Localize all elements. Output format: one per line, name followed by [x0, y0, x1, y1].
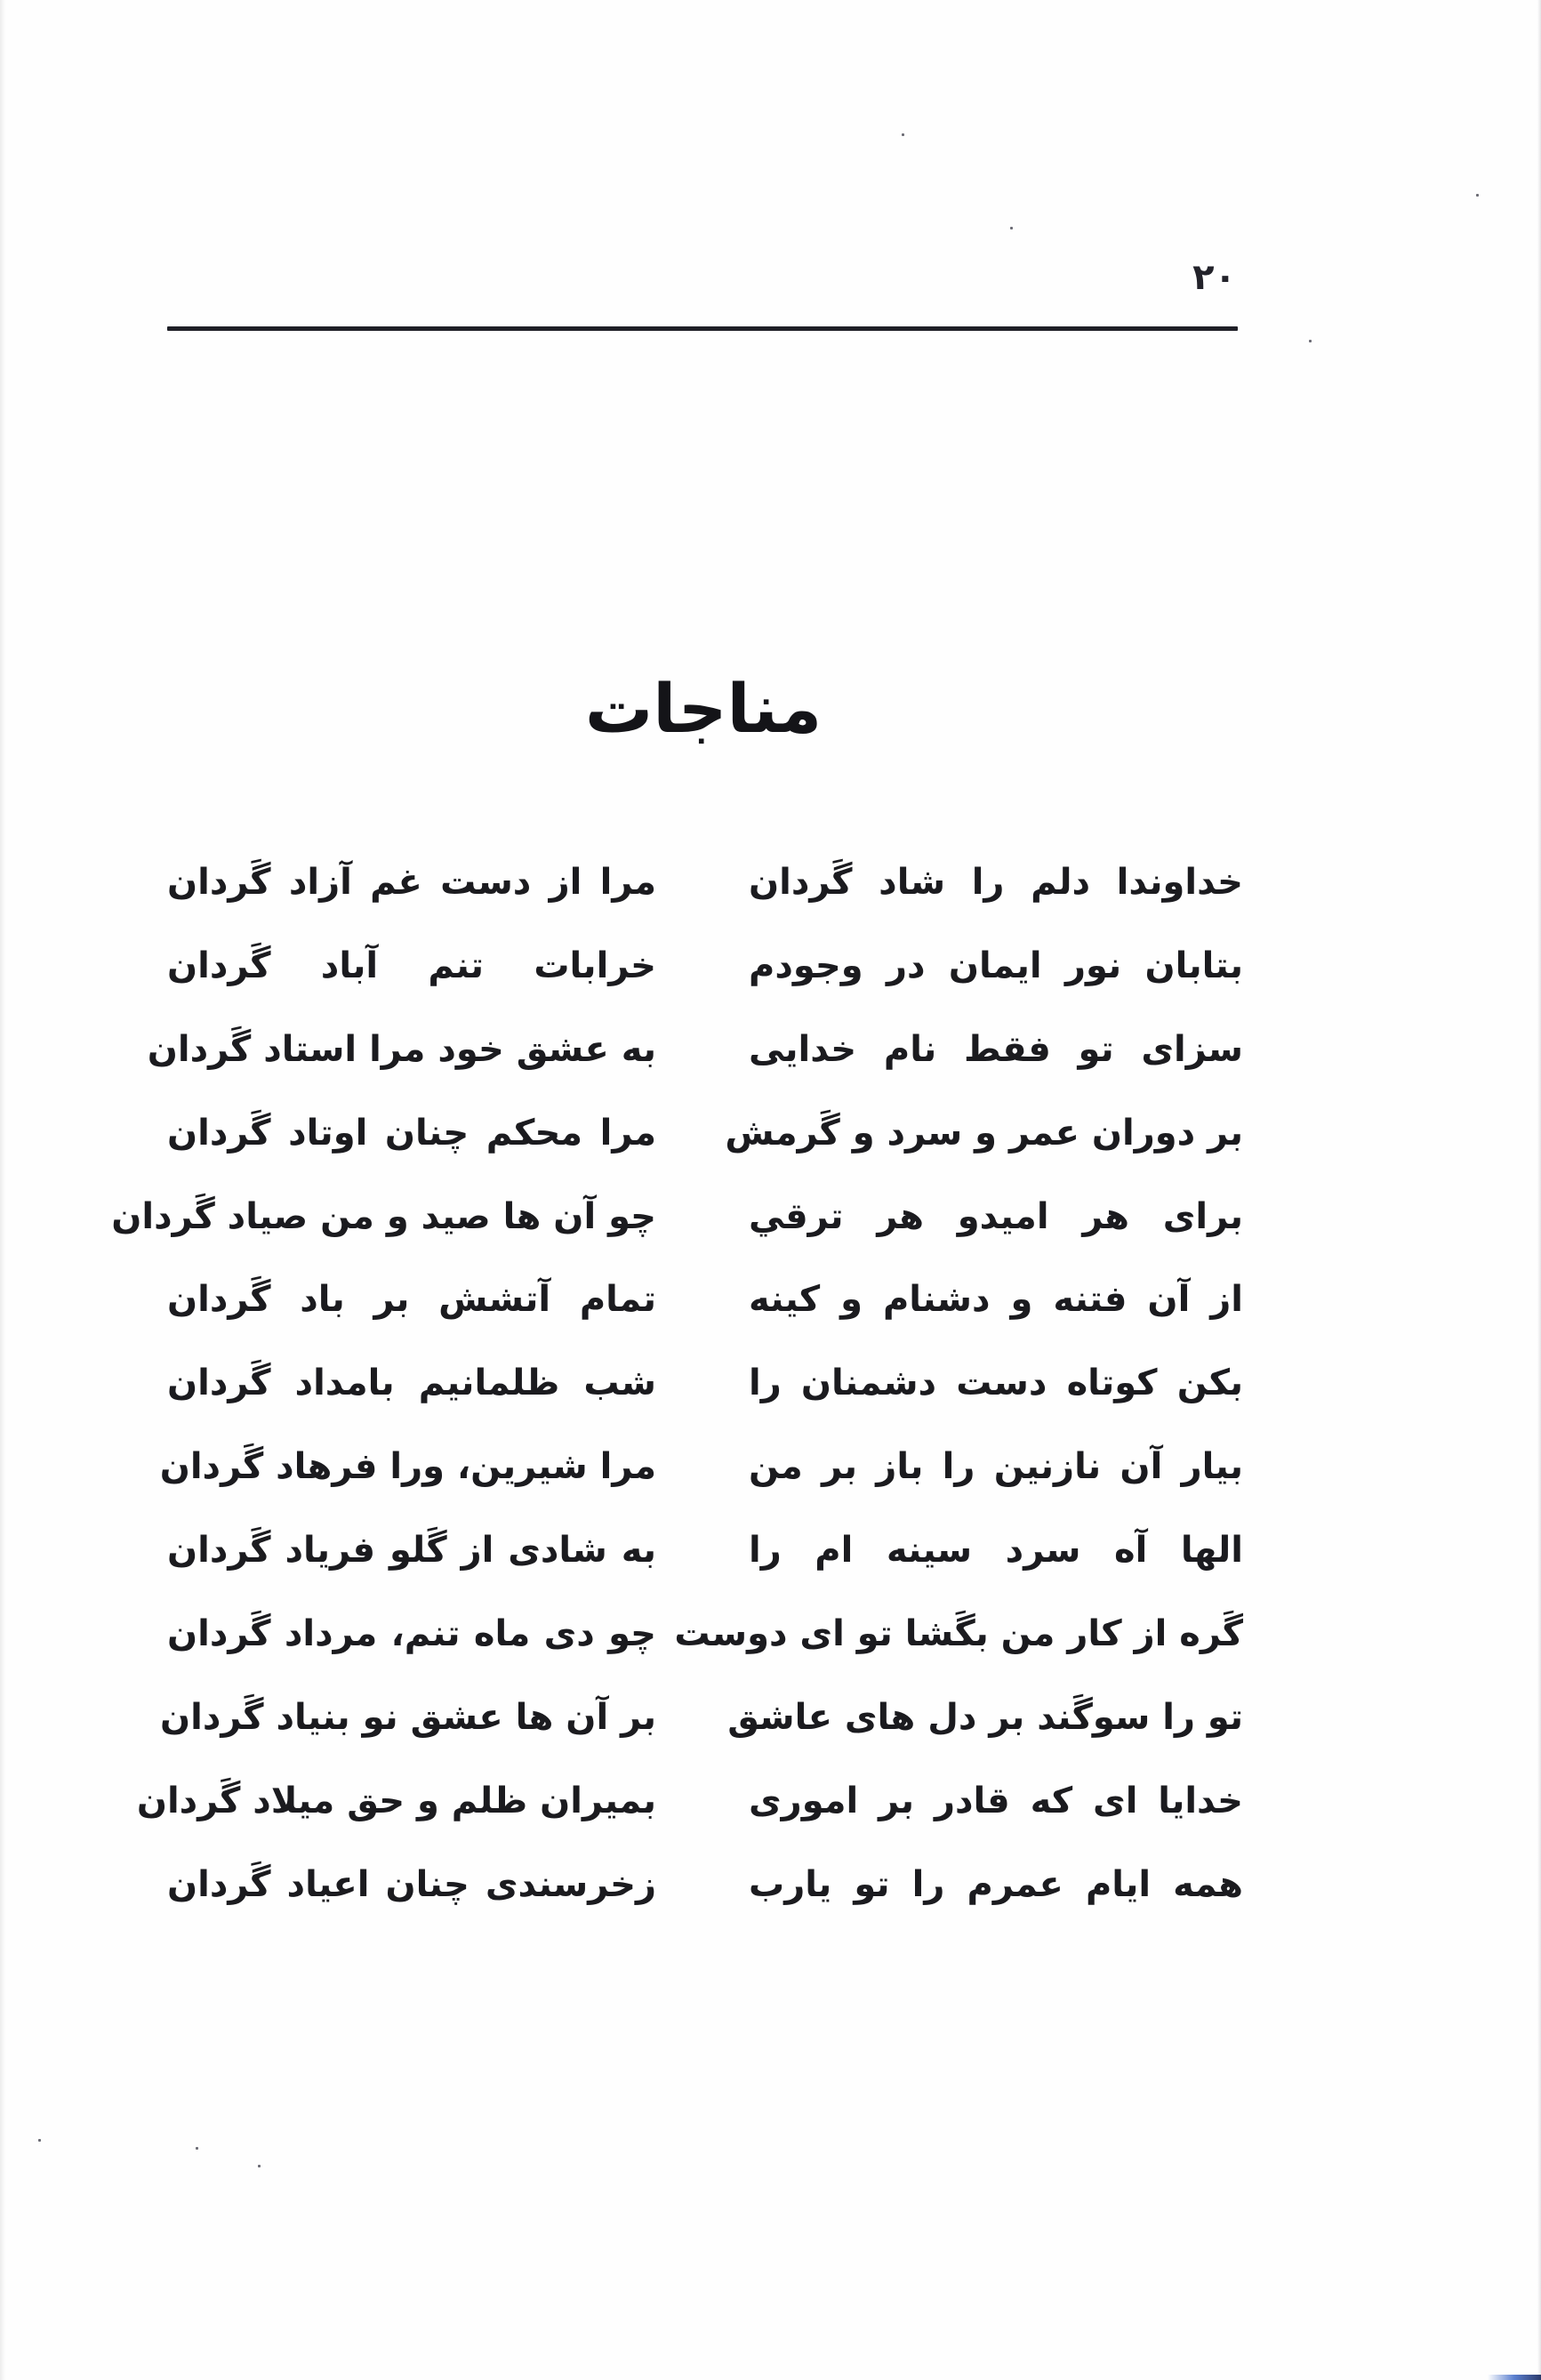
verse-line: از آن فتنه و دشنام و کینه: [749, 1279, 1243, 1321]
verse-line: بیار آن نازنین را باز بر من: [749, 1446, 1243, 1488]
verse-line: مرا محکم چنان اوتاد گَردان: [167, 1112, 656, 1154]
verse-line: گَره از کار من بگَشا تو ای دوست: [674, 1613, 1243, 1655]
verse-line: بکن کوتاه دست دشمنان را: [749, 1363, 1243, 1404]
poem-right-column: [674, 841, 1243, 1927]
verse-line: الها آه سرد سینه ام را: [749, 1530, 1243, 1572]
verse-line: مرا شیرین، ورا فرهاد گَردان: [159, 1446, 656, 1488]
verse-line: بر دوران عمر و سرد و گَرمش: [725, 1112, 1243, 1154]
verse-line: زخرسندی چنان اعیاد گَردان: [167, 1863, 656, 1905]
scan-speck: [1309, 340, 1312, 342]
verse-line: به عشق خود مرا استاد گَردان: [147, 1028, 656, 1070]
verse-line: بر آن ها عشق نو بنیاد گَردان: [160, 1696, 656, 1738]
scan-speck: [1010, 227, 1013, 229]
poem-title: مناجات: [584, 669, 823, 748]
page-corner-shadow: [1488, 2375, 1541, 2380]
verse-line: تو را سوگَند بر دل های عاشق: [727, 1696, 1243, 1738]
verse-line: به شادی از گَلو فریاد گَردان: [167, 1530, 656, 1572]
verse-line: خرابات تنم آباد گَردان: [167, 945, 656, 986]
verse-line: شب ظلمانیم بامداد گَردان: [167, 1363, 656, 1404]
verse-line: برای هر امیدو هر ترقي: [749, 1195, 1243, 1237]
scan-speck: [258, 2165, 261, 2167]
verse-line: تمام آتشش بر باد گَردان: [167, 1279, 656, 1321]
scan-speck: [1476, 194, 1479, 197]
verse-line: همه ایام عمرم را تو یارب: [749, 1863, 1243, 1905]
page-edge-left: [0, 0, 5, 2380]
header-rule: [167, 326, 1238, 331]
poem-left-column: [111, 841, 656, 1927]
verse-line: خداوندا دلم را شاد گَردان: [749, 862, 1243, 903]
scan-speck: [38, 2139, 41, 2142]
verse-line: مرا از دست غم آزاد گَردان: [167, 862, 656, 903]
verse-line: بمیران ظلم و حق میلاد گَردان: [136, 1780, 656, 1821]
verse-line: چو دی ماه تنم، مرداد گَردان: [167, 1613, 656, 1655]
verse-line: سزای تو فقط نام خدایی: [749, 1028, 1243, 1070]
page-edge-right: [1537, 0, 1541, 2380]
scan-speck: [196, 2147, 198, 2150]
verse-line: بتابان نور ایمان در وجودم: [749, 945, 1243, 986]
page-number: ۲۰: [1192, 257, 1236, 298]
verse-line: چو آن ها صید و من صیاد گَردان: [111, 1195, 656, 1237]
verse-line: خدایا ای که قادر بر اموری: [749, 1780, 1243, 1821]
scan-speck: [902, 133, 904, 136]
